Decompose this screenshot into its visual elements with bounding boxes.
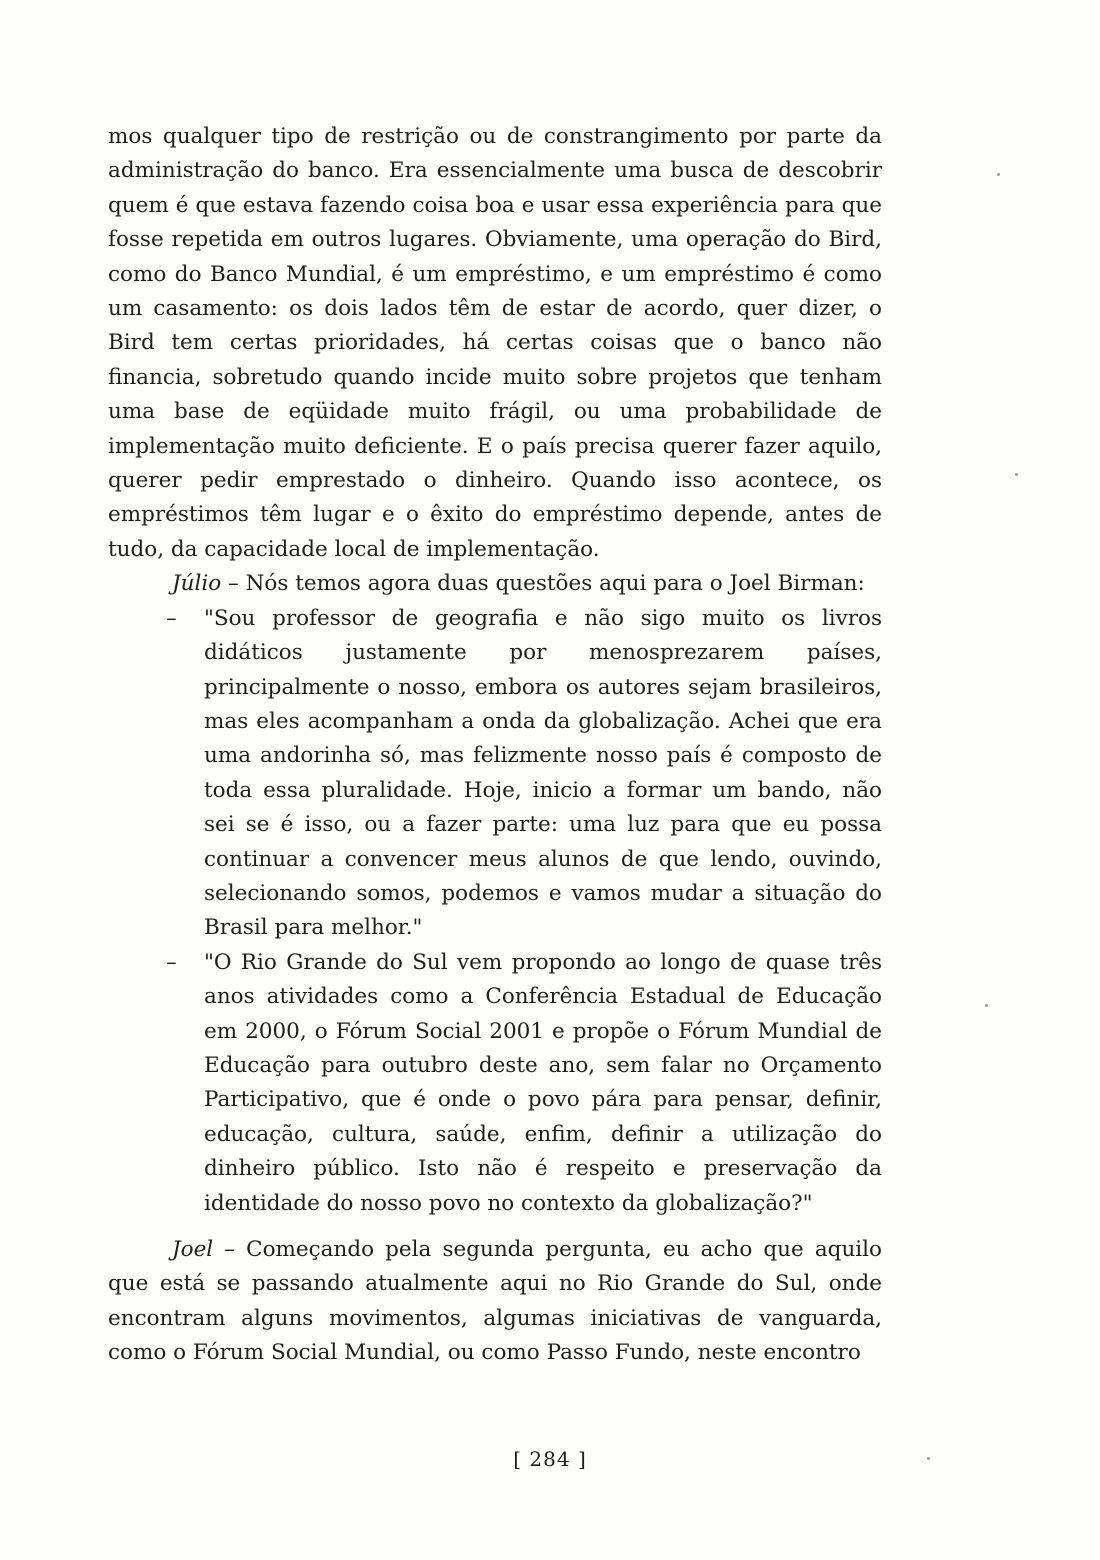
scan-speck (985, 1004, 988, 1007)
scan-speck (1015, 473, 1018, 476)
question-item (108, 602, 882, 946)
scan-speck (927, 1457, 930, 1460)
page-number: [ 284 ] (513, 1447, 587, 1471)
scan-speck (997, 173, 1000, 176)
speaker-joel: Joel (172, 1237, 214, 1262)
dash-bullet: – (166, 949, 177, 975)
joel-paragraph (108, 1233, 882, 1371)
joel-text: – Começando pela segunda pergunta, eu acho que aquilo que está se passando atualmente aqui no Rio Grande do Sul, onde encontram alguns movimentos, algumas iniciativas de vanguarda, como o Fórum Social Mundial, ou como Passo Fundo, neste encontro (108, 1237, 882, 1366)
question-text: "O Rio Grande do Sul vem propondo ao longo de quase três anos atividades como a Conferência Estadual de Educação em 2000, o Fórum Social 2001 e propõe o Fórum Mundial de Educação para outubro deste ano, sem falar no Orçamento Participativo, que é onde o povo pára para pensar, definir, educação, cultura, saúde, enfim, definir a utilização do dinheiro público. Isto não é respeito e preservação da identidade do nosso povo no contexto da globalização?" (204, 949, 882, 1216)
julio-text: – Nós temos agora duas questões aqui para o Joel Birman: (221, 571, 865, 597)
dash-bullet: – (166, 605, 177, 631)
continuation-paragraph: mos qualquer tipo de restrição ou de constrangimento por parte da administração do banco. Era essencialmente uma busca de descobrir quem é que estava fazendo coisa boa e usar essa experiência para que fosse repetida em outros lugares. Obviamente, uma operação do Bird, como do Banco Mundial, é um empréstimo, e um empréstimo é como um casamento: os dois lados têm de estar de acordo, quer dizer, o Bird tem certas prioridades, há certas coisas que o banco não financia, sobretudo quando incide muito sobre projetos que tenham uma base de eqüidade muito frágil, ou uma probabilidade de implementação muito deficiente. E o país precisa querer fazer aquilo, querer pedir emprestado o dinheiro. Quando isso acontece, os empréstimos têm lugar e o êxito do empréstimo depende, antes de tudo, da capacidade local de implementação. (108, 124, 882, 562)
question-list (108, 602, 882, 1221)
question-text: "Sou professor de geografia e não sigo muito os livros didáticos justamente por menosprezarem países, principalmente o nosso, embora os autores sejam brasileiros, mas eles acompanham a onda da globalização. Achei que era uma andorinha só, mas felizmente nosso país é composto de toda essa pluralidade. Hoje, inicio a formar um bando, não sei se é isso, ou a fazer parte: uma luz para que eu possa continuar a convencer meus alunos de que lendo, ouvindo, selecionando somos, podemos e vamos mudar a situação do Brasil para melhor." (204, 605, 882, 941)
julio-paragraph (108, 567, 882, 601)
question-item (108, 946, 882, 1221)
page-body (108, 120, 882, 1371)
speaker-julio: Júlio (172, 571, 222, 597)
